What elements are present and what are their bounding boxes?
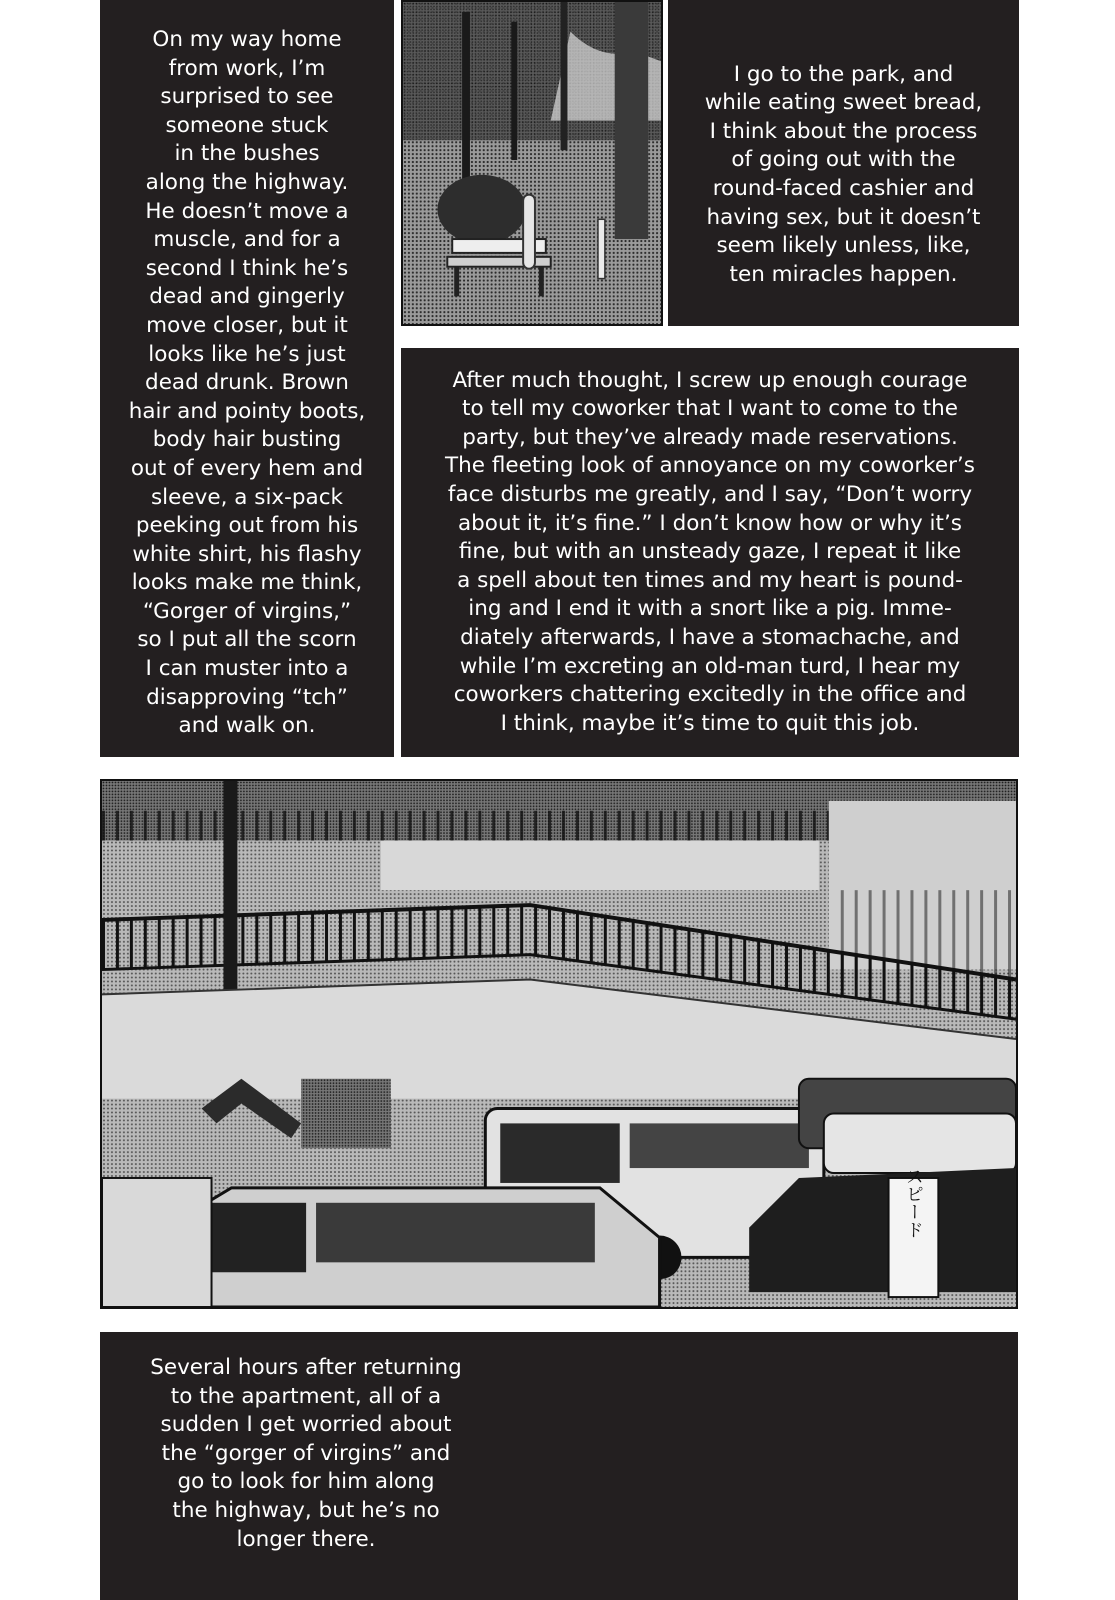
street-illustration	[100, 779, 1018, 1309]
narration-text-park: I go to the park, and while eating sweet bread, I think about the process of going out with the round-faced cashier and having sex, but it doesn’t seem likely unless, like, ten miracles happen.	[704, 61, 983, 287]
narration-panel-park	[668, 0, 1019, 326]
narration-text-left: On my way home from work, I’m surprised to see someone stuck in the bushes along the highway. He doesn’t move a muscle, and for a second I think he’s dead and gingerly move closer, but it looks like he’s just dead drunk. Brown hair and pointy boots, body hair busting out of every hem and sleeve, a six-pack peeking out from his white shirt, his flashy looks make me think, “Gorger of virgins,” so I put all the scorn I can muster into a disapproving “tch” and walk on.	[128, 27, 366, 739]
narration-text-middle: After much thought, I screw up enough courage to tell my coworker that I want to come to the party, but they’ve already made reservations. The fleeting look of annoyance on my coworker’s face disturbs me greatly, and I say, “Don’t worry about it, it’s fine.” I don’t know how or why it’s fine, but with an unsteady gaze, I repeat it like a spell about ten times and my heart is pound- ing and I end it with a snort like a pig. Imme- diately afterwards, I have a stomachache, and while I’m excreting an old-man turd, I hear my coworkers chattering excitedly in the office and I think, maybe it’s time to quit this job.	[445, 367, 975, 736]
sign-text: スピード	[902, 1167, 924, 1239]
narration-panel-middle	[401, 348, 1019, 757]
narration-text-bottom: Several hours after returning to the apartment, all of a sudden I get worried about the “gorger of virgins” and go to look for him along the highway, but he’s no longer there.	[150, 1355, 462, 1552]
narration-panel-left	[100, 0, 394, 757]
narration-panel-bottom	[100, 1332, 1018, 1600]
park-illustration	[401, 0, 663, 326]
